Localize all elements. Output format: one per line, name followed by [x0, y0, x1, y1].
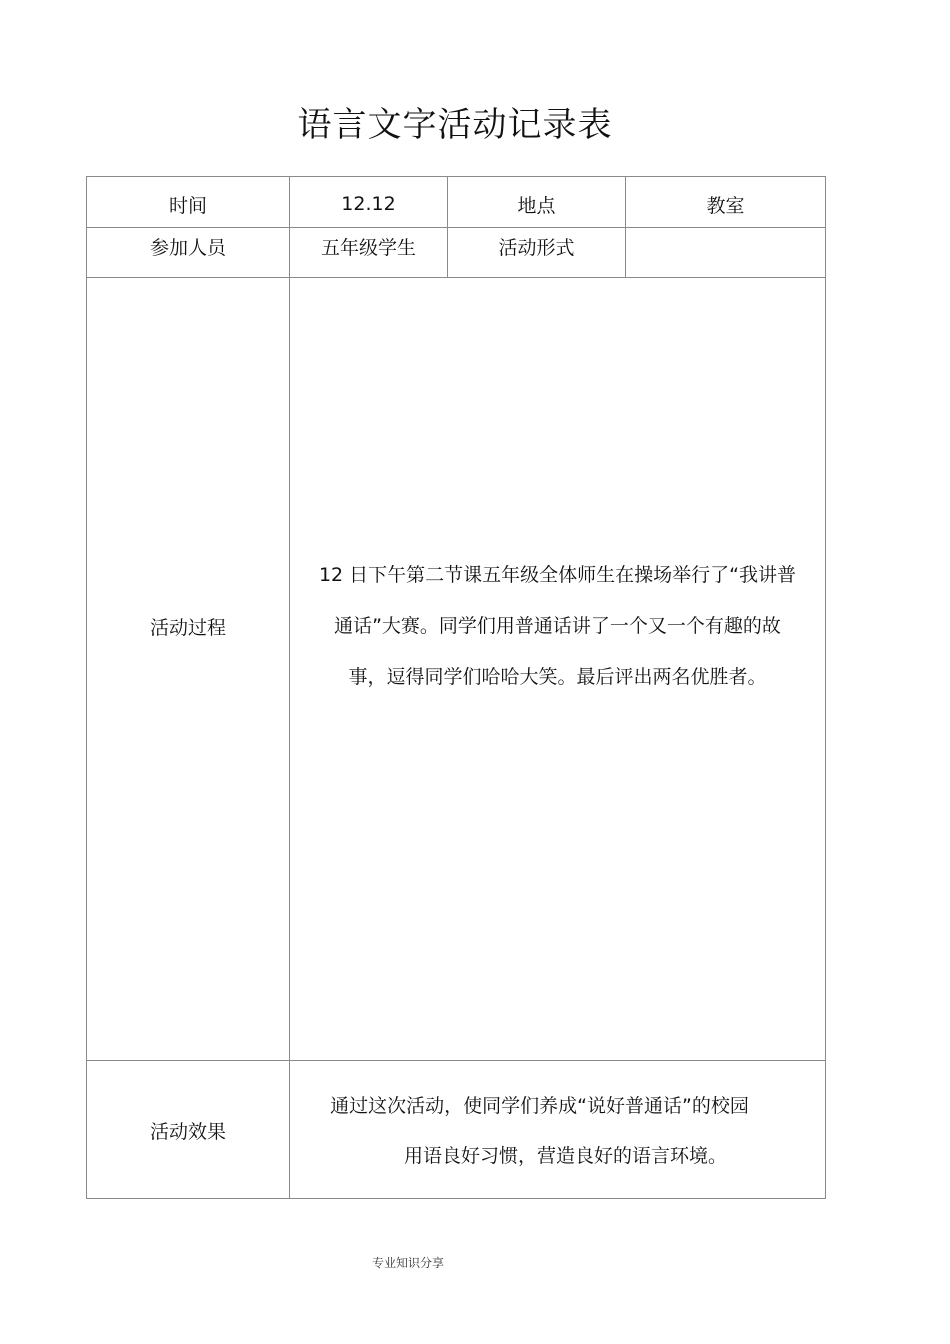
- participants-label: 参加人员: [149, 237, 226, 259]
- process-text: [290, 550, 825, 703]
- process-label-cell: [87, 278, 290, 1061]
- process-label: 活动过程: [149, 616, 226, 639]
- format-value-cell: [626, 228, 826, 278]
- location-value: 教室: [706, 194, 745, 217]
- process-line: 12 日下午第二节课五年级全体师生在操场举行了“我讲普: [318, 563, 797, 586]
- time-value: 12.12: [341, 193, 396, 215]
- effect-line: 用语良好习惯，营造良好的语言环境。: [403, 1144, 727, 1167]
- effect-line: 通过这次活动，使同学们养成“说好普通话”的校园: [330, 1094, 749, 1117]
- format-label-cell: [448, 228, 626, 278]
- table-row: [87, 228, 826, 278]
- table-row: [87, 177, 826, 228]
- effect-label: 活动效果: [149, 1121, 226, 1143]
- participants-value: 五年级学生: [320, 237, 416, 259]
- footer-text: 专业知识分享: [372, 1256, 445, 1270]
- table-row: [87, 278, 826, 1061]
- table-row: [87, 1061, 826, 1199]
- time-label-cell: [87, 177, 290, 228]
- process-content-cell: [290, 278, 826, 1061]
- participants-label-cell: [87, 228, 290, 278]
- effect-label-cell: [87, 1061, 290, 1199]
- page-title: 语言文字活动记录表: [297, 105, 613, 145]
- process-line: 通话”大赛。同学们用普通话讲了一个又一个有趣的故: [334, 614, 781, 637]
- effect-content-cell: [290, 1061, 826, 1199]
- time-value-cell: [290, 177, 448, 228]
- participants-value-cell: [290, 228, 448, 278]
- location-label: 地点: [517, 194, 556, 217]
- process-line: 事，逗得同学们哈哈大笑。最后评出两名优胜者。: [348, 665, 767, 688]
- format-label: 活动形式: [498, 237, 575, 259]
- effect-text: [290, 1081, 825, 1181]
- location-value-cell: [626, 177, 826, 228]
- location-label-cell: [448, 177, 626, 228]
- time-label: 时间: [168, 194, 207, 217]
- activity-record-table: [86, 176, 826, 1199]
